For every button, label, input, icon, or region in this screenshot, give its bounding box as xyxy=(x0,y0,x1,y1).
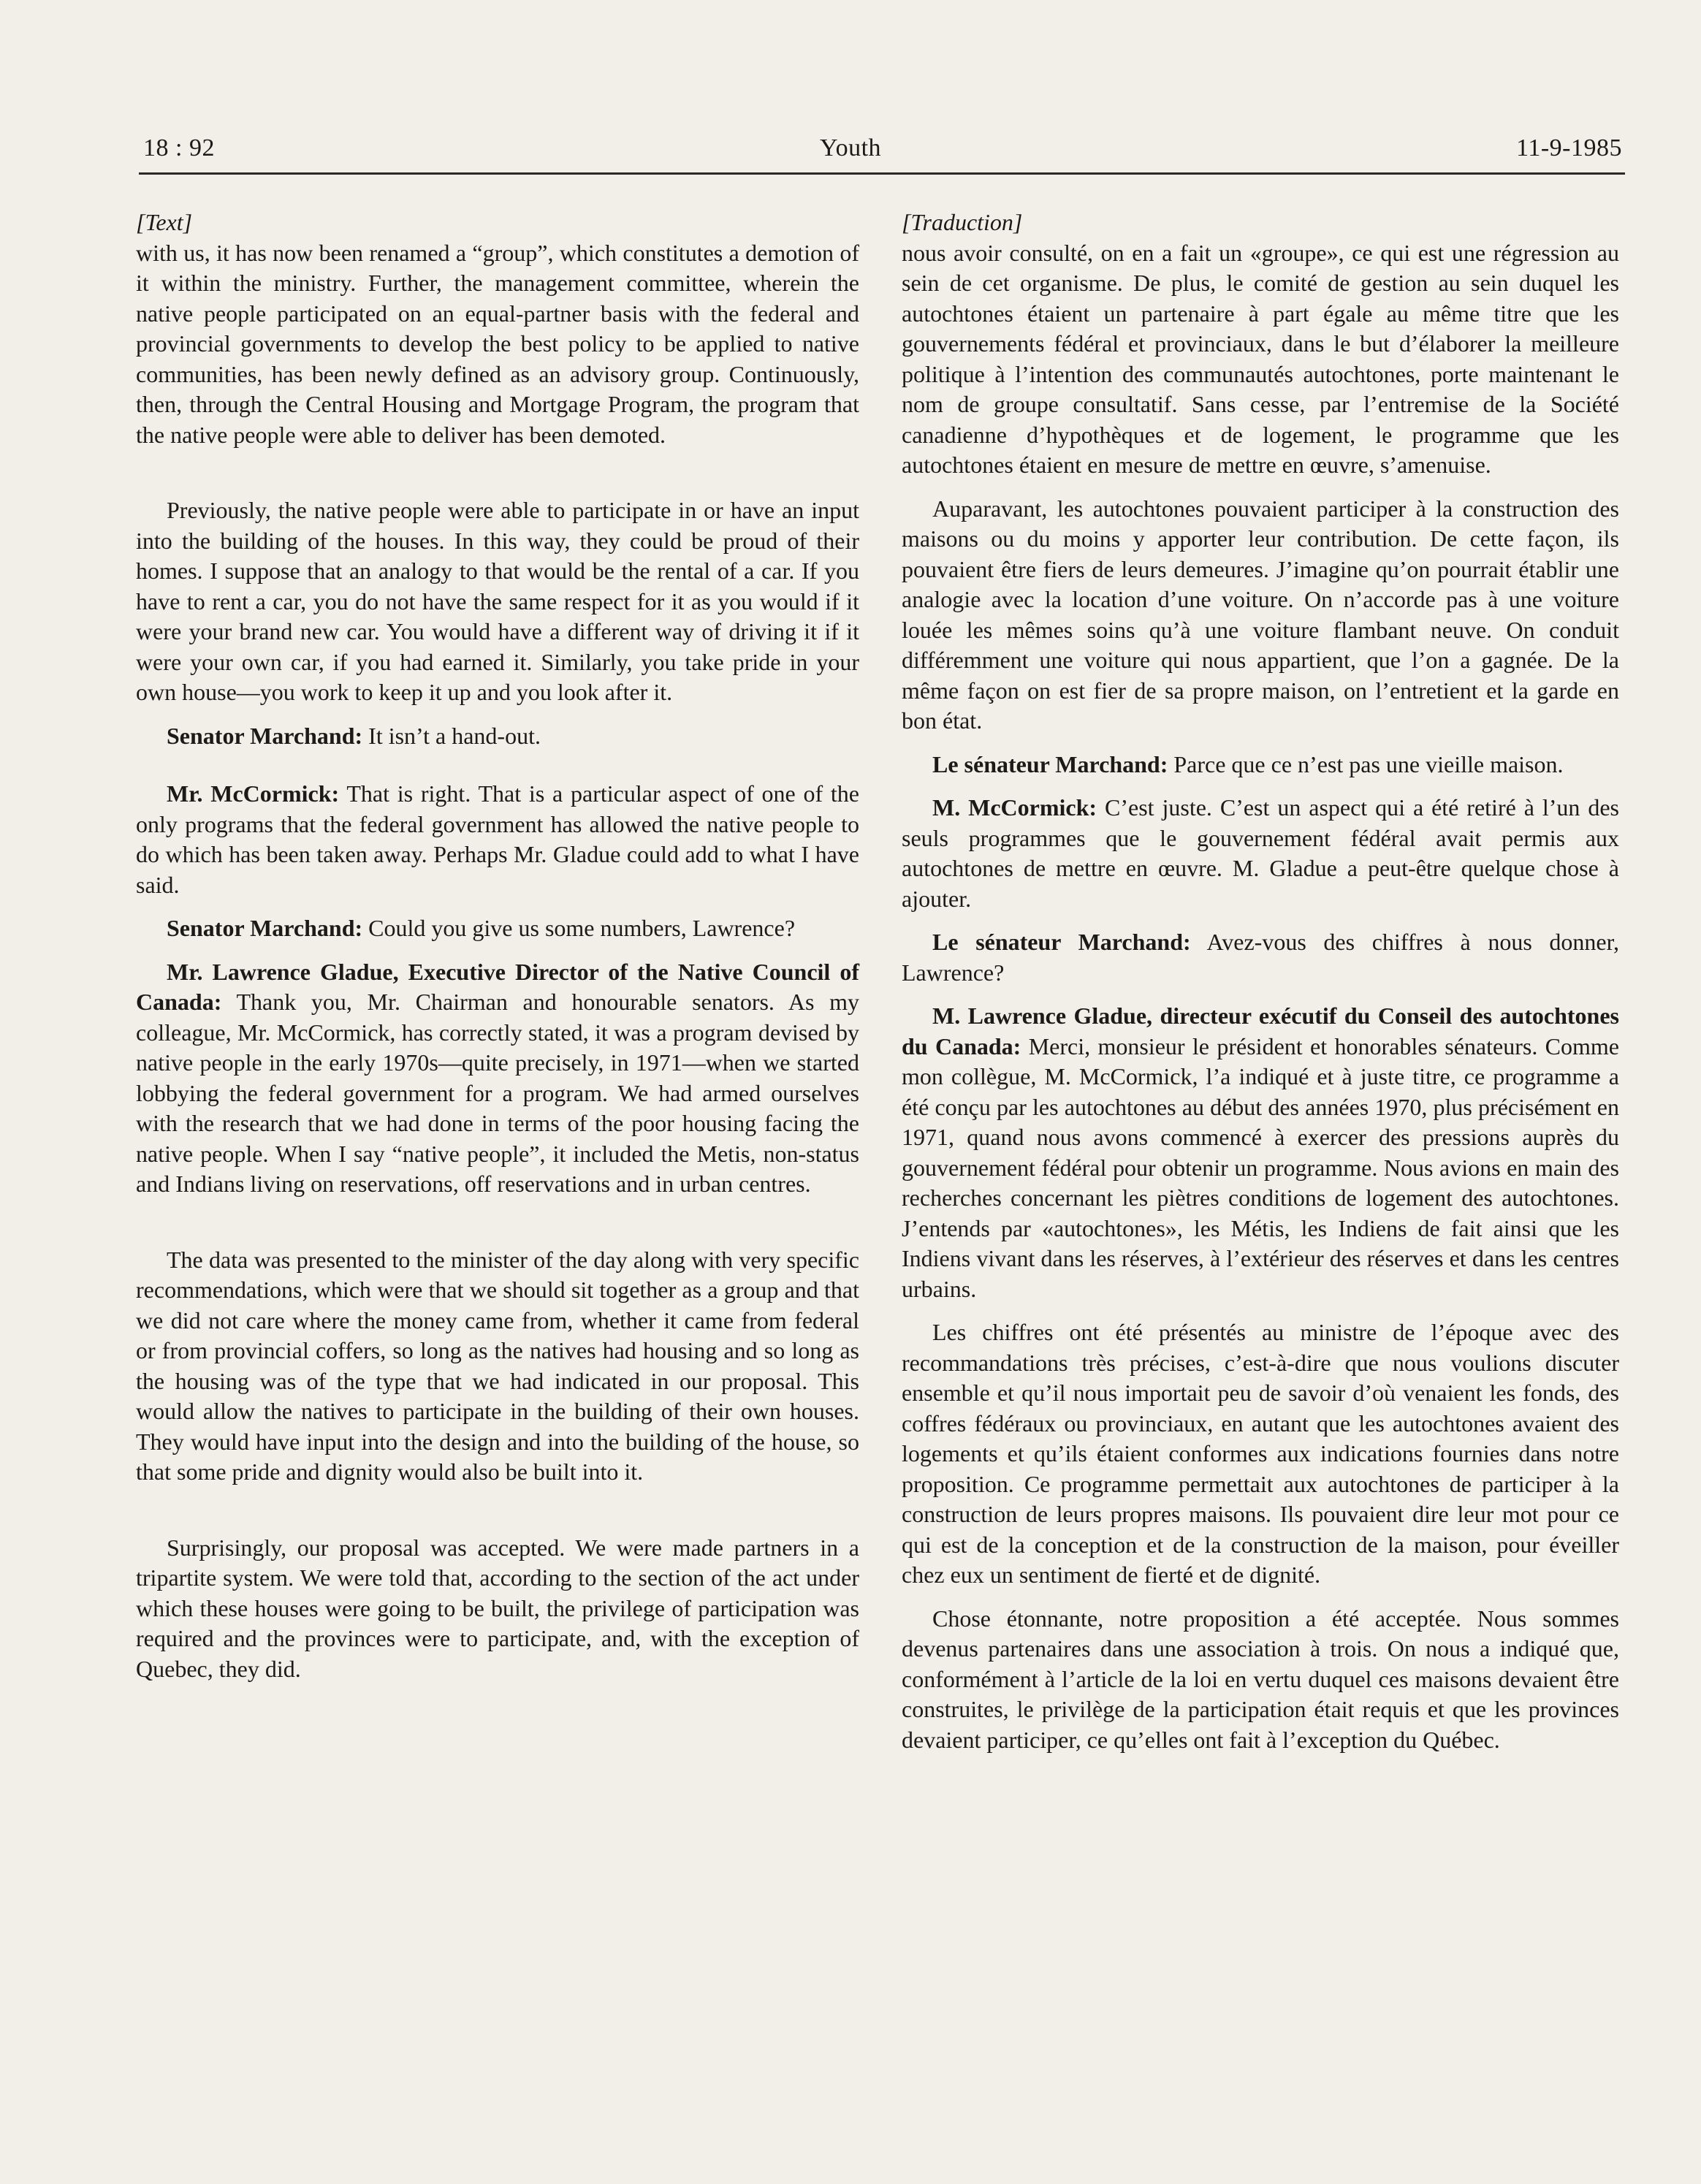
running-title: Youth xyxy=(819,134,882,161)
speech-text: Thank you, Mr. Chairman and honourable senators. As my colleague, Mr. McCormick, has correctly stated, it was a program devised by native people in the early 1970s—quite precisely, in 1971—when we started lobbying the federal government for a program. We had armed ourselves with the research that we had done in terms of the poor housing facing the native people. When I say “native people”, it included the Metis, non-status and Indians living on reservations, off reservations and in urban centres. xyxy=(136,989,859,1197)
paragraph: with us, it has now been renamed a “group”, which constitutes a demotion of it within the ministry. Further, the management committee, wherein the native people participated on an equal-partner basis with the federal and provincial governments to develop the best policy to be applied to native communities, has been newly defined as an advisory group. Continuously, then, through the Central Housing and Mortgage Program, the program that the native people were able to deliver has been demoted. xyxy=(136,239,859,448)
speech-text: Could you give us some numbers, Lawrence? xyxy=(362,915,796,941)
paragraph: Previously, the native people were able to participate in or have an input into the building of the houses. In this way, they could be proud of their homes. I suppose that an analogy to that would be the rental of a car. If you have to rent a car, you do not have the same respect for it as you would if it were your brand new car. You would have a different way of driving it if it were your own car, if you had earned it. Similarly, you take pride in your own house—you work to keep it up and you look after it. xyxy=(136,497,859,705)
paragraph: nous avoir consulté, on en a fait un «groupe», ce qui est une régression au sein de cet organisme. De plus, le comité de gestion au sein duquel les autochtones étaient un partenaire à part égale au même titre que les gouvernements fédéral et provinciaux, dans le but d’élaborer la meilleure politique à l’intention des communautés autochtones, porte maintenant le nom de groupe consultatif. Sans cesse, par l’entremise de la Société canadienne d’hypothèques et de logement, le programme que les autochtones étaient en mesure de mettre en œuvre, s’amenuise. xyxy=(902,239,1619,478)
speaker-turn xyxy=(136,721,859,752)
french-column xyxy=(902,208,1619,1755)
speaker-name: Le sénateur Marchand: xyxy=(932,929,1191,955)
paragraph: Auparavant, les autochtones pouvaient participer à la construction des maisons ou du moins y apporter leur contribution. De cette façon, ils pouvaient être fiers de leurs demeures. J’imagine qu’on pourrait établir une analogie avec la location d’une voiture. On n’accorde pas à une voiture louée les mêmes soins qu’à une voiture flambant neuve. On conduit différemment une voiture qui nous appartient, que l’on a gagnée. De la même façon on est fier de sa propre maison, on l’entretient et la garde en bon état. xyxy=(902,495,1619,734)
speaker-name: Senator Marchand: xyxy=(167,915,363,941)
speaker-turn xyxy=(902,793,1619,914)
speaker-name: Mr. Lawrence Gladue, Executive Director of the Native Council of Canada: xyxy=(136,958,859,1015)
paragraph: Chose étonnante, notre proposition a été acceptée. Nous sommes devenus partenaires dans une association à trois. On nous a indiqué que, conformément à l’article de la loi en vertu duquel ces maisons devaient être construites, le privilège de la participation était requis et que les provinces devaient participer, ce qu’elles ont fait à l’exception du Québec. xyxy=(902,1605,1619,1753)
issue-date: 11-9-1985 xyxy=(1516,134,1622,161)
paragraph: The data was presented to the minister of the day along with very specific recommendations, which were that we should sit together as a group and that we did not care where the money came from, whether it came from federal or from provincial coffers, so long as the natives had housing and so long as the housing was of the type that we had indicated in our proposal. This would allow the natives to participate in the building of their own houses. They would have input into the design and into the building of the house, so that some pride and dignity would also be built into it. xyxy=(136,1246,859,1485)
header-rule xyxy=(139,172,1625,175)
speaker-name: M. McCormick: xyxy=(932,794,1097,821)
speaker-name: Le sénateur Marchand: xyxy=(932,750,1168,777)
speaker-name: Mr. McCormick: xyxy=(167,780,340,807)
english-column xyxy=(136,208,859,1684)
speech-text: It isn’t a hand-out. xyxy=(362,722,541,749)
paragraph: Les chiffres ont été présentés au ministre de l’époque avec des recommandations très précises, c’est-à-dire que nous voulions discuter ensemble et qu’il nous importait peu de savoir d’où venaient les fonds, des coffres fédéraux ou provinciaux, en autant que les autochtones avaient des logements et qu’ils étaient conformes aux indications fournies dans notre proposition. Ce programme permettait aux autochtones de participer à la construction de leurs propres maisons. Ils pouvaient dire leur mot pour ce qui est de la conception et de la construction de la maison, pour éveiller chez eux un sentiment de fierté et de dignité. xyxy=(902,1319,1619,1588)
speech-text: Avez-vous des chiffres à nous donner, Lawrence? xyxy=(902,929,1619,986)
speaker-turn xyxy=(902,1001,1619,1304)
page-number: 18 : 92 xyxy=(143,134,215,161)
paragraph: Surprisingly, our proposal was accepted. We were made partners in a tripartite system. We were told that, according to the section of the act under which these houses were going to be built, the privilege of participation was required and the provinces were to participate, and, with the exception of Quebec, they did. xyxy=(136,1534,859,1682)
speech-text: Parce que ce n’est pas une vieille maison. xyxy=(1168,750,1564,777)
speaker-turn xyxy=(136,957,859,1200)
speaker-name: Senator Marchand: xyxy=(167,722,363,749)
speaker-turn xyxy=(136,913,859,944)
speaker-turn xyxy=(136,779,859,900)
speech-text: That is right. That is a particular aspect of one of the only programs that the federal government has allowed the native people to do which has been taken away. Perhaps Mr. Gladue could add to what I have said. xyxy=(136,780,860,898)
column-label: [Text] xyxy=(136,209,193,235)
speaker-turn xyxy=(902,750,1619,780)
speaker-turn xyxy=(902,927,1619,988)
speaker-name: M. Lawrence Gladue, directeur exécutif du Conseil des autochtones du Canada: xyxy=(902,1002,1619,1059)
speech-text: C’est juste. C’est un aspect qui a été retiré à l’un des seuls programmes que le gouvernement fédéral avait permis aux autochtones de mettre en œuvre. M. Gladue a peut-être quelque chose à ajouter. xyxy=(902,794,1620,912)
speech-text: Merci, monsieur le président et honorables sénateurs. Comme mon collègue, M. McCormick, l’a indiqué et à juste titre, ce programme a été conçu par les autochtones au début des années 1970, plus précisément en 1971, quand nous avons commencé à exercer des pressions auprès du gouvernement fédéral pour obtenir un programme. Nous avions en main des recherches concernant les piètres conditions de logement des autochtones. J’entends par «autochtones», les Métis, les Indiens de fait ainsi que les Indiens vivant dans les réserves, à l’extérieur des réserves et dans les centres urbains. xyxy=(902,1032,1620,1302)
column-label: [Traduction] xyxy=(902,209,1023,235)
